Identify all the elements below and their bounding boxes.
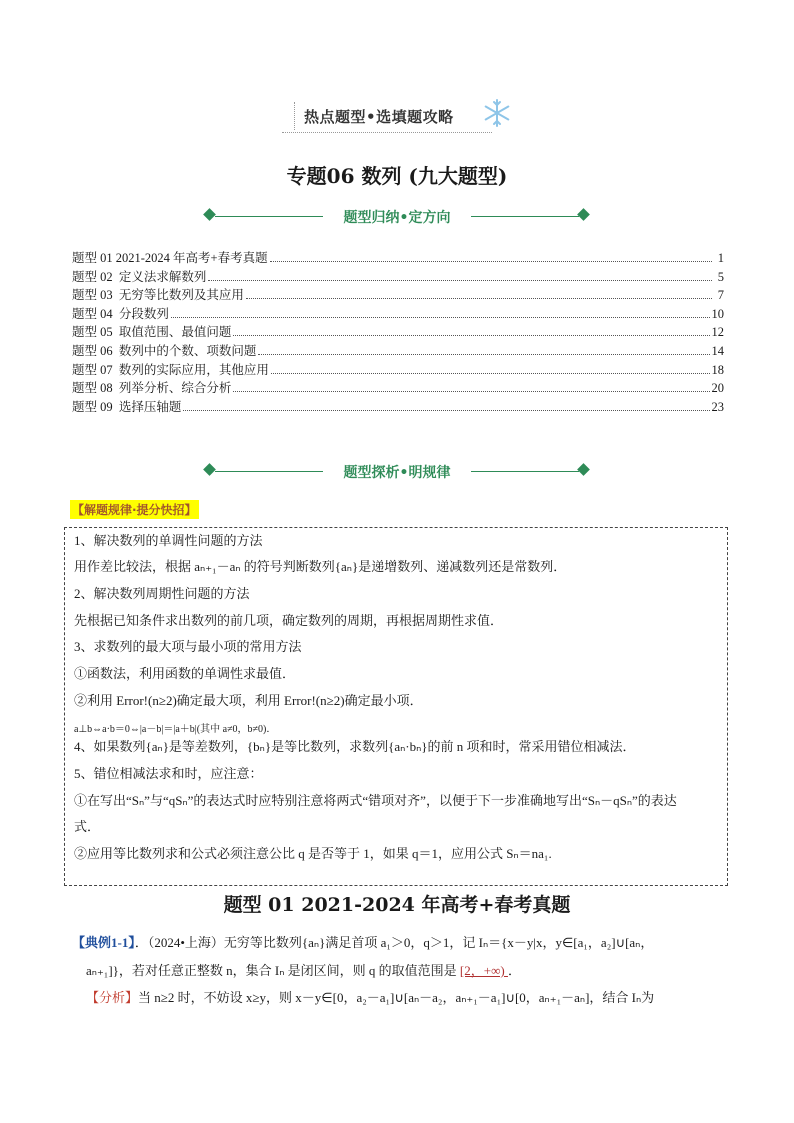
tip-text-small: a⊥b⇔a·b＝0⇔|a－b|＝|a＋b|(其中 a≠0，b≠0)． xyxy=(74,724,277,735)
toc-item[interactable]: 题型 09 选择压轴题 23 xyxy=(72,399,724,414)
section-heading-summary xyxy=(205,207,589,227)
page-title: 专题06 数列 (九大题型) xyxy=(286,164,508,188)
analysis-text: 当 n≥2 时，不妨设 x≥y，则 x－y∈[0，a₂－a₁]∪[aₙ－a₂，aₙ₊₁－a₁]∪[0，aₙ₊₁－aₙ]，结合 Iₙ为 xyxy=(138,990,655,1005)
example-answer: [2，+∞) xyxy=(459,963,508,978)
tip-text: 式． xyxy=(74,819,101,834)
banner-title: 热点题型•选填题攻略 xyxy=(304,108,454,126)
table-of-contents xyxy=(72,248,724,415)
toc-item[interactable]: 题型 07 数列的实际应用，其他应用 18 xyxy=(72,362,724,377)
banner-divider-horizontal xyxy=(282,132,492,133)
tip-heading: 1、解决数列的单调性问题的方法 xyxy=(74,533,263,548)
section-heading-analysis xyxy=(205,462,589,482)
example-text: ． xyxy=(507,963,521,978)
tip-text: 用作差比较法，根据 aₙ₊₁－aₙ 的符号判断数列{aₙ}是递增数列、递减数列还是常数列． xyxy=(74,559,567,574)
example-label: 【典例1-1】 xyxy=(72,935,135,950)
toc-item[interactable]: 题型 02 定义法求解数列 5 xyxy=(72,269,724,284)
tip-text: ②应用等比数列求和公式必须注意公比 q 是否等于 1，如果 q＝1，应用公式 Sₙ＝na₁. xyxy=(74,846,552,861)
analysis-line xyxy=(86,987,654,1006)
header-banner xyxy=(282,98,512,134)
section-heading-text: 题型探析•明规律 xyxy=(343,465,451,481)
analysis-label: 【分析】 xyxy=(86,990,139,1005)
tip-text: ①在写出“Sₙ”与“qSₙ”的表达式时应特别注意将两式“错项对齐”，以便于下一步准确地写出“Sₙ－qSₙ”的表达 xyxy=(74,793,677,808)
example-line xyxy=(72,932,653,951)
tip-heading: 5、错位相减法求和时，应注意： xyxy=(74,766,263,781)
example-line xyxy=(86,960,521,979)
heading-rule-right xyxy=(471,471,579,472)
tip-heading: 2、解决数列周期性问题的方法 xyxy=(74,586,250,601)
banner-divider-vertical xyxy=(294,102,295,130)
toc-item[interactable]: 题型 03 无穷等比数列及其应用 7 xyxy=(72,288,724,303)
tip-text: 先根据已知条件求出数列的前几项，确定数列的周期，再根据周期性求值． xyxy=(74,613,504,628)
toc-item[interactable]: 题型 01 2021-2024 年高考+春考真题 1 xyxy=(72,251,724,265)
toc-item[interactable]: 题型 04 分段数列 10 xyxy=(72,306,724,321)
example-text: aₙ₊₁]}，若对任意正整数 n，集合 Iₙ 是闭区间，则 q 的取值范围是 xyxy=(86,963,460,978)
question-type-title: 题型 01 2021-2024 年高考+春考真题 xyxy=(223,894,571,916)
section-heading-text: 题型归纳•定方向 xyxy=(343,210,451,226)
example-text: ．（2024•上海）无穷等比数列{aₙ}满足首项 a₁＞0，q＞1，记 Iₙ＝{x－y|x，y∈[a₁，a₂]∪[aₙ， xyxy=(134,935,654,950)
toc-item[interactable]: 题型 05 取值范围、最值问题 12 xyxy=(72,325,724,340)
tip-text: ②利用 Error!(n≥2)确定最大项，利用 Error!(n≥2)确定最小项． xyxy=(74,693,423,708)
tips-box xyxy=(64,527,728,886)
snowflake-icon xyxy=(482,98,512,128)
tip-heading: 3、求数列的最大项与最小项的常用方法 xyxy=(74,639,302,654)
tips-tag: 【解题规律·提分快招】 xyxy=(70,500,199,519)
toc-item[interactable]: 题型 08 列举分析、综合分析 20 xyxy=(72,381,724,396)
toc-item[interactable]: 题型 06 数列中的个数、项数问题 14 xyxy=(72,343,724,358)
tip-heading: 4、如果数列{aₙ}是等差数列，{bₙ}是等比数列，求数列{aₙ·bₙ}的前 n 项和时，常采用错位相减法． xyxy=(74,739,636,754)
heading-rule-right xyxy=(471,216,579,217)
tip-text: ①函数法，利用函数的单调性求最值． xyxy=(74,666,296,681)
